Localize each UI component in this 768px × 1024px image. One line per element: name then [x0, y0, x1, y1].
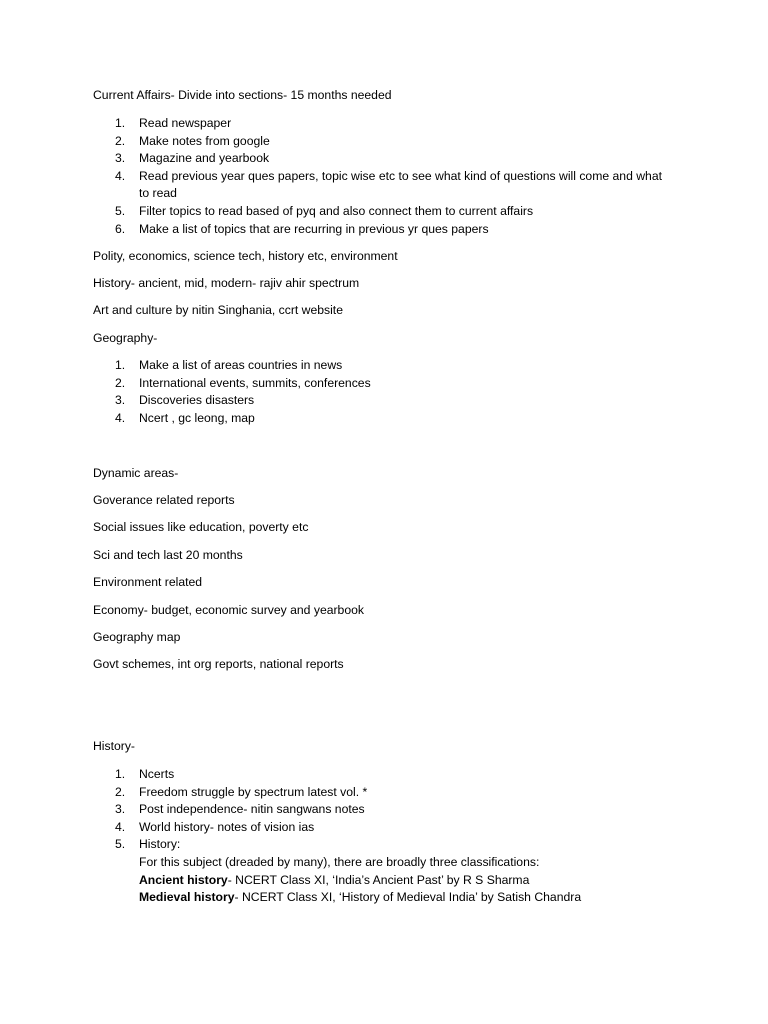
- history-heading: History-: [93, 739, 135, 753]
- geography-heading: Geography-: [93, 331, 158, 345]
- current-affairs-list: [93, 115, 708, 238]
- list-item: [93, 784, 708, 802]
- dynamic-line: Govt schemes, int org reports, national reports: [93, 657, 344, 671]
- list-item-text: World history- notes of vision ias: [139, 819, 315, 834]
- list-item: [93, 150, 708, 168]
- list-item: [93, 221, 708, 239]
- ancient-history-label: Ancient history: [139, 872, 228, 887]
- list-item-text: Ncerts: [139, 767, 175, 781]
- medieval-history-line: [139, 889, 708, 907]
- list-item: [93, 819, 708, 837]
- list-number: 5.: [115, 837, 126, 852]
- list-item-text: Make a list of areas countries in news: [139, 358, 343, 372]
- list-number: 3.: [115, 393, 126, 408]
- list-item: [93, 801, 708, 819]
- list-item: [93, 766, 708, 784]
- list-number: 1.: [115, 116, 126, 130]
- list-number: 2.: [115, 133, 126, 148]
- dynamic-line: Economy- budget, economic survey and yearbook: [93, 603, 364, 617]
- list-number: 3.: [115, 151, 126, 166]
- dynamic-line: Environment related: [93, 575, 203, 589]
- list-item-text: Filter topics to read based of pyq and also connect them to current affairs: [139, 203, 534, 218]
- list-number: 4.: [115, 410, 126, 425]
- history-line: History- ancient, mid, modern- rajiv ahir spectrum: [93, 276, 360, 290]
- list-item-text: Discoveries disasters: [139, 393, 255, 408]
- list-item-text: Ncert , gc leong, map: [139, 410, 255, 425]
- current-affairs-heading: Current Affairs- Divide into sections- 15 months needed: [93, 88, 392, 102]
- list-number: 3.: [115, 802, 126, 817]
- subjects-line: Polity, economics, science tech, history etc, environment: [93, 249, 398, 263]
- list-item: [93, 168, 708, 203]
- history-list: [93, 766, 708, 907]
- art-culture-line: Art and culture by nitin Singhania, ccrt website: [93, 303, 343, 317]
- list-item: [93, 115, 708, 133]
- dynamic-line: Sci and tech last 20 months: [93, 548, 243, 562]
- medieval-history-text: - NCERT Class XI, ‘History of Medieval India’ by Satish Chandra: [234, 890, 582, 905]
- list-number: 5.: [115, 203, 126, 218]
- list-number: 4.: [115, 819, 126, 834]
- geography-list: [93, 357, 708, 427]
- list-item-text: Read previous year ques papers, topic wise etc to see what kind of questions will come and what to read: [139, 168, 662, 201]
- ancient-history-text: - NCERT Class XI, ‘India’s Ancient Past’ by R S Sharma: [227, 872, 530, 887]
- dynamic-line: Geography map: [93, 630, 181, 644]
- list-item: [93, 836, 708, 906]
- list-item: [93, 392, 708, 410]
- list-number: 1.: [115, 767, 126, 781]
- list-item-text: Magazine and yearbook: [139, 151, 270, 166]
- list-number: 6.: [115, 221, 126, 236]
- dynamic-line: Social issues like education, poverty etc: [93, 520, 309, 534]
- medieval-history-label: Medieval history: [139, 890, 235, 905]
- dynamic-areas-heading: Dynamic areas-: [93, 466, 179, 480]
- list-item-text: International events, summits, conferences: [139, 375, 371, 390]
- ancient-history-line: [139, 872, 708, 890]
- classification-intro: For this subject (dreaded by many), there are broadly three classifications:: [139, 854, 540, 869]
- list-number: 2.: [115, 784, 126, 799]
- list-number: 2.: [115, 375, 126, 390]
- list-item: [93, 133, 708, 151]
- list-item: [93, 357, 708, 375]
- list-item: [93, 375, 708, 393]
- list-item: [93, 203, 708, 221]
- list-item-text: Freedom struggle by spectrum latest vol. *: [139, 784, 368, 799]
- list-item-text: Make notes from google: [139, 133, 270, 148]
- list-item-text: Read newspaper: [139, 116, 232, 130]
- list-item-text: Make a list of topics that are recurring in previous yr ques papers: [139, 221, 489, 236]
- dynamic-line: Goverance related reports: [93, 493, 235, 507]
- list-item: [93, 410, 708, 428]
- list-item-text: History:: [139, 837, 181, 852]
- list-number: 1.: [115, 358, 126, 372]
- list-number: 4.: [115, 168, 126, 183]
- list-item-text: Post independence- nitin sangwans notes: [139, 802, 365, 817]
